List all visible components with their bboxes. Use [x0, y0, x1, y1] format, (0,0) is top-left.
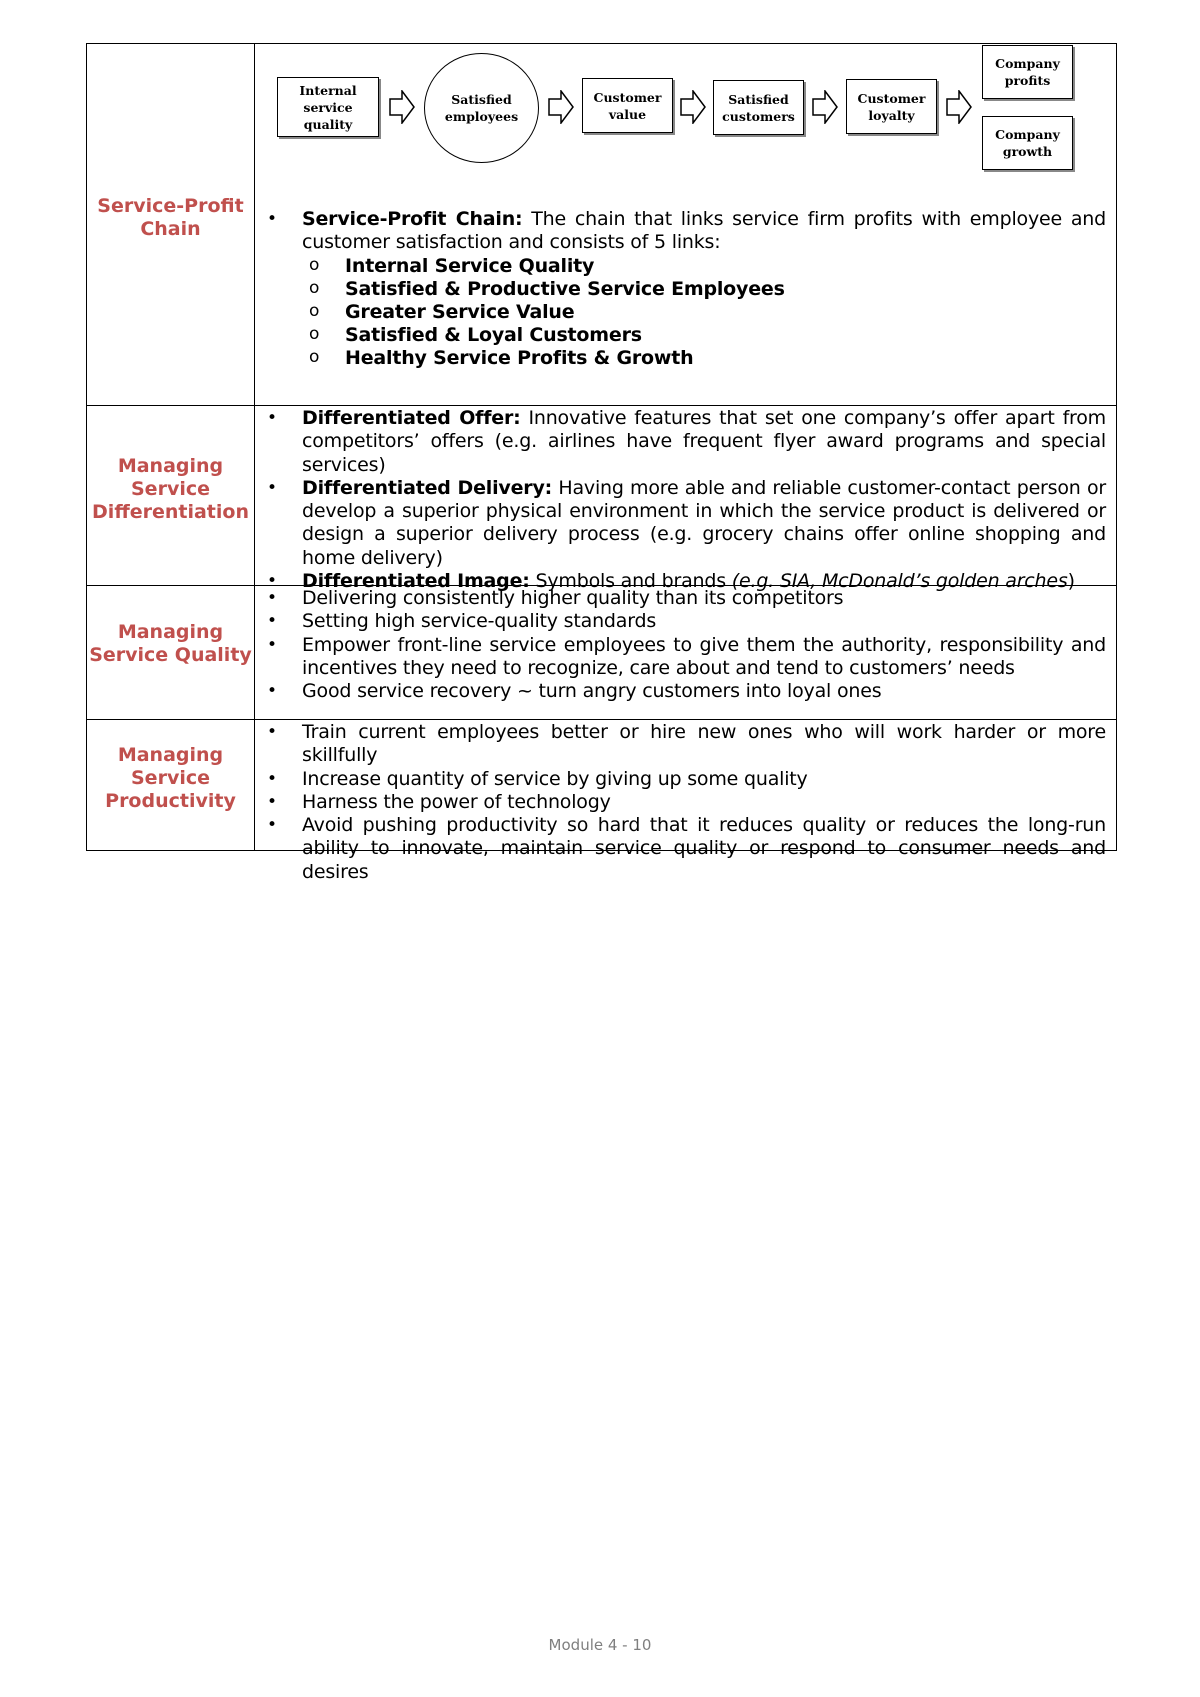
service-productivity-content: [255, 721, 1116, 884]
page-footer: Module 4 - 10: [548, 1636, 652, 1654]
label-line: Service: [131, 767, 210, 789]
bullet-item: • Setting high service-quality standards: [255, 610, 1116, 633]
diagram-node-internal-service-quality: Internal service quality: [277, 77, 379, 137]
label-line: Managing: [117, 455, 224, 477]
link-item: o Greater Service Value: [302, 301, 1106, 324]
bullet-item: • Differentiated Delivery: Having more able and reliable customer-contact person or develop a superior physical environment in which the service product is delivered or design a superior delivery process (e.g. grocery chains offer online shopping and home delivery): [255, 477, 1116, 570]
row-label-managing-service-quality: [87, 621, 254, 667]
diagram-node-customer-loyalty: Customer loyalty: [846, 79, 937, 134]
link-item: o Internal Service Quality: [302, 255, 1106, 278]
diagram-node-company-growth: Company growth: [982, 116, 1073, 170]
bullet-item: • Increase quantity of service by giving up some quality: [255, 768, 1116, 791]
diagram-node-satisfied-employees: Satisfied employees: [424, 53, 539, 163]
bullet-item: • Train current employees better or hire new ones who will work harder or more skillfully: [255, 721, 1116, 768]
label-line: Chain: [140, 218, 201, 240]
flow-arrow-icon: [389, 90, 415, 124]
diagram-node-satisfied-customers: Satisfied customers: [713, 80, 804, 135]
content-table: [86, 43, 1117, 883]
label-line: Differentiation: [92, 501, 249, 523]
bullet-item: • Delivering consistently higher quality than its competitors: [255, 587, 1116, 610]
label-line: Productivity: [105, 790, 236, 812]
bullet-item: • Differentiated Image: Symbols and brands (e.g. SIA, McDonald’s golden arches): [255, 570, 1116, 593]
link-item: o Satisfied & Productive Service Employees: [302, 278, 1106, 301]
service-quality-content: [255, 587, 1116, 703]
row-label-managing-service-productivity: [87, 744, 254, 813]
links-list: [302, 255, 1106, 370]
link-item: o Satisfied & Loyal Customers: [302, 324, 1106, 347]
flow-arrow-icon: [680, 90, 706, 124]
bullet-item: • Service-Profit Chain: The chain that links service firm profits with employee and customer satisfaction and consists of 5 links: o Internal Service Quality o Satisfied & Productive Service Employees o Greater Service Value o Satisfied & Loyal Customers o Healthy Service Profits & Growth: [255, 208, 1116, 370]
service-profit-chain-text: [255, 208, 1116, 370]
row-label-service-profit-chain: [87, 195, 254, 241]
row-label-managing-service-differentiation: [87, 455, 254, 524]
bullet-item: • Harness the power of technology: [255, 791, 1116, 814]
flow-arrow-icon: [946, 90, 972, 124]
diagram-node-company-profits: Company profits: [982, 45, 1073, 99]
row-divider: [87, 405, 1116, 406]
bullet-item: • Avoid pushing productivity so hard that it reduces quality or reduces the long-run ability to innovate, maintain service quality or respond to consumer needs and desires: [255, 814, 1116, 884]
label-line: Managing: [117, 621, 224, 643]
diagram-node-customer-value: Customer value: [582, 78, 673, 133]
label-line: Service: [131, 478, 210, 500]
flow-arrow-icon: [812, 90, 838, 124]
label-line: Managing: [117, 744, 224, 766]
service-profit-chain-diagram: [255, 44, 1116, 189]
flow-arrow-icon: [548, 90, 574, 124]
row-divider: [87, 719, 1116, 720]
bullet-item: • Differentiated Offer: Innovative features that set one company’s offer apart from competitors’ offers (e.g. airlines have frequent flyer award programs and special services): [255, 407, 1116, 477]
bullet-item: • Empower front-line service employees to give them the authority, responsibility and incentives they need to recognize, care about and tend to customers’ needs: [255, 634, 1116, 681]
bullet-item: • Good service recovery ~ turn angry customers into loyal ones: [255, 680, 1116, 703]
label-line: Service-Profit: [97, 195, 244, 217]
link-item: o Healthy Service Profits & Growth: [302, 347, 1106, 370]
label-line: Service Quality: [89, 644, 252, 666]
differentiation-content: [255, 407, 1116, 593]
